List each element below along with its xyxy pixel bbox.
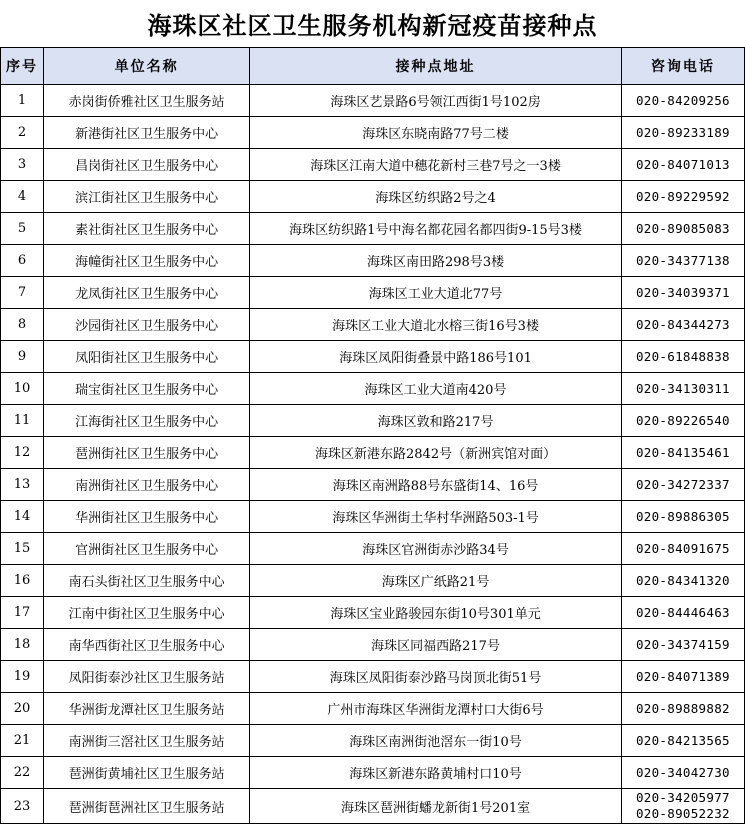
phone-number: 020-84209256 — [635, 92, 730, 108]
page-title: 海珠区社区卫生服务机构新冠疫苗接种点 — [147, 12, 598, 40]
table-row — [1, 405, 745, 437]
unit-name: 新港街社区卫生服务中心 — [44, 117, 250, 149]
site-address: 海珠区南田路298号3楼 — [250, 245, 621, 277]
row-number: 2 — [1, 117, 44, 149]
site-address: 海珠区江南大道中穗花新村三巷7号之一3楼 — [250, 149, 621, 181]
unit-name: 南华西街社区卫生服务中心 — [44, 629, 250, 661]
table-row — [1, 469, 745, 501]
site-address: 海珠区官洲街赤沙路34号 — [250, 533, 621, 565]
site-address: 海珠区南洲路88号东盛街14、16号 — [250, 469, 621, 501]
phone-number: 020-34374159 — [635, 636, 730, 652]
site-address: 海珠区宝业路骏园东街10号301单元 — [250, 597, 621, 629]
unit-name: 滨江街社区卫生服务中心 — [44, 181, 250, 213]
table-row — [1, 757, 745, 789]
table-row — [1, 245, 745, 277]
header-address: 接种点地址 — [250, 48, 621, 85]
row-number: 12 — [1, 437, 44, 469]
row-number: 23 — [1, 789, 44, 824]
table-row — [1, 725, 745, 757]
consult-phone — [621, 437, 744, 469]
table-row — [1, 181, 745, 213]
site-address: 海珠区工业大道南420号 — [250, 373, 621, 405]
phone-number: 020-89886305 — [635, 508, 730, 524]
table-row — [1, 85, 745, 117]
phone-number: 020-34042730 — [635, 764, 730, 780]
row-number: 20 — [1, 693, 44, 725]
unit-name: 琶洲街黄埔社区卫生服务站 — [44, 757, 250, 789]
site-address: 海珠区敦和路217号 — [250, 405, 621, 437]
site-address: 广州市海珠区华洲街龙潭村口大街6号 — [250, 693, 621, 725]
unit-name: 龙凤街社区卫生服务中心 — [44, 277, 250, 309]
table-row — [1, 117, 745, 149]
row-number: 8 — [1, 309, 44, 341]
consult-phone — [621, 405, 744, 437]
phone-number: 020-89233189 — [635, 124, 730, 140]
table-row — [1, 277, 745, 309]
phone-number: 020-89226540 — [635, 412, 730, 428]
row-number: 22 — [1, 757, 44, 789]
phone-number: 020-84344273 — [635, 316, 730, 332]
phone-number: 020-34205977 — [635, 790, 730, 805]
unit-name: 官洲街社区卫生服务中心 — [44, 533, 250, 565]
phone-number: 020-89085083 — [635, 220, 730, 236]
phone-number: 020-34039371 — [635, 284, 730, 300]
table-row — [1, 533, 745, 565]
unit-name: 瑞宝街社区卫生服务中心 — [44, 373, 250, 405]
row-number: 5 — [1, 213, 44, 245]
site-address: 海珠区新港东路2842号（新洲宾馆对面） — [250, 437, 621, 469]
row-number: 6 — [1, 245, 44, 277]
consult-phone — [621, 757, 744, 789]
table-row — [1, 565, 745, 597]
site-address: 海珠区凤阳街叠景中路186号101 — [250, 341, 621, 373]
table-row — [1, 789, 745, 824]
unit-name: 沙园街社区卫生服务中心 — [44, 309, 250, 341]
consult-phone — [621, 181, 744, 213]
consult-phone — [621, 789, 744, 824]
table-row — [1, 373, 745, 405]
unit-name: 江海街社区卫生服务中心 — [44, 405, 250, 437]
phone-number: 020-84091675 — [635, 540, 730, 556]
row-number: 9 — [1, 341, 44, 373]
phone-number: 020-84071389 — [635, 668, 730, 684]
table-row — [1, 341, 745, 373]
unit-name: 昌岗街社区卫生服务中心 — [44, 149, 250, 181]
header-name: 单位名称 — [44, 48, 250, 85]
consult-phone — [621, 213, 744, 245]
site-address: 海珠区琶洲街蟠龙新街1号201室 — [250, 789, 621, 824]
table-row — [1, 213, 745, 245]
table-row — [1, 501, 745, 533]
site-address: 海珠区纺织路2号之4 — [250, 181, 621, 213]
consult-phone — [621, 629, 744, 661]
phone-number: 020-34377138 — [635, 252, 730, 268]
vaccination-sites-table — [0, 47, 745, 824]
consult-phone — [621, 149, 744, 181]
unit-name: 素社街社区卫生服务中心 — [44, 213, 250, 245]
consult-phone — [621, 373, 744, 405]
row-number: 15 — [1, 533, 44, 565]
header-no: 序号 — [1, 48, 44, 85]
site-address: 海珠区艺景路6号领江西街1号102房 — [250, 85, 621, 117]
unit-name: 南洲街三滘社区卫生服务站 — [44, 725, 250, 757]
row-number: 7 — [1, 277, 44, 309]
table-row — [1, 629, 745, 661]
consult-phone — [621, 725, 744, 757]
phone-number: 020-89229592 — [635, 188, 730, 204]
header-phone: 咨询电话 — [621, 48, 744, 85]
site-address: 海珠区南洲街池滘东一街10号 — [250, 725, 621, 757]
site-address: 海珠区新港东路黄埔村口10号 — [250, 757, 621, 789]
row-number: 10 — [1, 373, 44, 405]
row-number: 3 — [1, 149, 44, 181]
row-number: 19 — [1, 661, 44, 693]
row-number: 4 — [1, 181, 44, 213]
unit-name: 凤阳街社区卫生服务中心 — [44, 341, 250, 373]
unit-name: 华洲街龙潭社区卫生服务站 — [44, 693, 250, 725]
row-number: 14 — [1, 501, 44, 533]
unit-name: 江南中街社区卫生服务中心 — [44, 597, 250, 629]
site-address: 海珠区东晓南路77号二楼 — [250, 117, 621, 149]
unit-name: 华洲街社区卫生服务中心 — [44, 501, 250, 533]
site-address: 海珠区工业大道北水榕三街16号3楼 — [250, 309, 621, 341]
consult-phone — [621, 533, 744, 565]
phone-number: 020-61848838 — [635, 348, 730, 364]
row-number: 18 — [1, 629, 44, 661]
consult-phone — [621, 501, 744, 533]
row-number: 13 — [1, 469, 44, 501]
site-address: 海珠区工业大道北77号 — [250, 277, 621, 309]
phone-number: 020-84446463 — [635, 604, 730, 620]
consult-phone — [621, 469, 744, 501]
row-number: 17 — [1, 597, 44, 629]
row-number: 16 — [1, 565, 44, 597]
consult-phone — [621, 597, 744, 629]
phone-number: 020-89052232 — [635, 806, 730, 821]
table-row — [1, 693, 745, 725]
table-row — [1, 597, 745, 629]
table-body — [1, 85, 745, 824]
row-number: 1 — [1, 85, 44, 117]
unit-name: 凤阳街泰沙社区卫生服务站 — [44, 661, 250, 693]
unit-name: 南洲街社区卫生服务中心 — [44, 469, 250, 501]
unit-name: 海幢街社区卫生服务中心 — [44, 245, 250, 277]
consult-phone — [621, 693, 744, 725]
consult-phone — [621, 85, 744, 117]
row-number: 11 — [1, 405, 44, 437]
phone-number: 020-34272337 — [635, 476, 730, 492]
site-address: 海珠区纺织路1号中海名都花园名都四街9-15号3楼 — [250, 213, 621, 245]
table-row — [1, 149, 745, 181]
consult-phone — [621, 245, 744, 277]
phone-number: 020-34130311 — [635, 380, 730, 396]
consult-phone — [621, 661, 744, 693]
unit-name: 南石头街社区卫生服务中心 — [44, 565, 250, 597]
phone-number: 020-84135461 — [635, 444, 730, 460]
site-address: 海珠区同福西路217号 — [250, 629, 621, 661]
consult-phone — [621, 565, 744, 597]
consult-phone — [621, 341, 744, 373]
unit-name: 赤岗街侨雅社区卫生服务站 — [44, 85, 250, 117]
unit-name: 琶洲街社区卫生服务中心 — [44, 437, 250, 469]
table-row — [1, 309, 745, 341]
table-header-row — [1, 48, 745, 85]
consult-phone — [621, 117, 744, 149]
phone-number: 020-84071013 — [635, 156, 730, 172]
phone-number: 020-89889882 — [635, 700, 730, 716]
consult-phone — [621, 277, 744, 309]
phone-number: 020-84341320 — [635, 572, 730, 588]
phone-number: 020-84213565 — [635, 732, 730, 748]
table-row — [1, 661, 745, 693]
site-address: 海珠区华洲街土华村华洲路503-1号 — [250, 501, 621, 533]
consult-phone — [621, 309, 744, 341]
unit-name: 琶洲街琶洲社区卫生服务站 — [44, 789, 250, 824]
table-row — [1, 437, 745, 469]
site-address: 海珠区广纸路21号 — [250, 565, 621, 597]
row-number: 21 — [1, 725, 44, 757]
site-address: 海珠区凤阳街泰沙路马岗顶北街51号 — [250, 661, 621, 693]
